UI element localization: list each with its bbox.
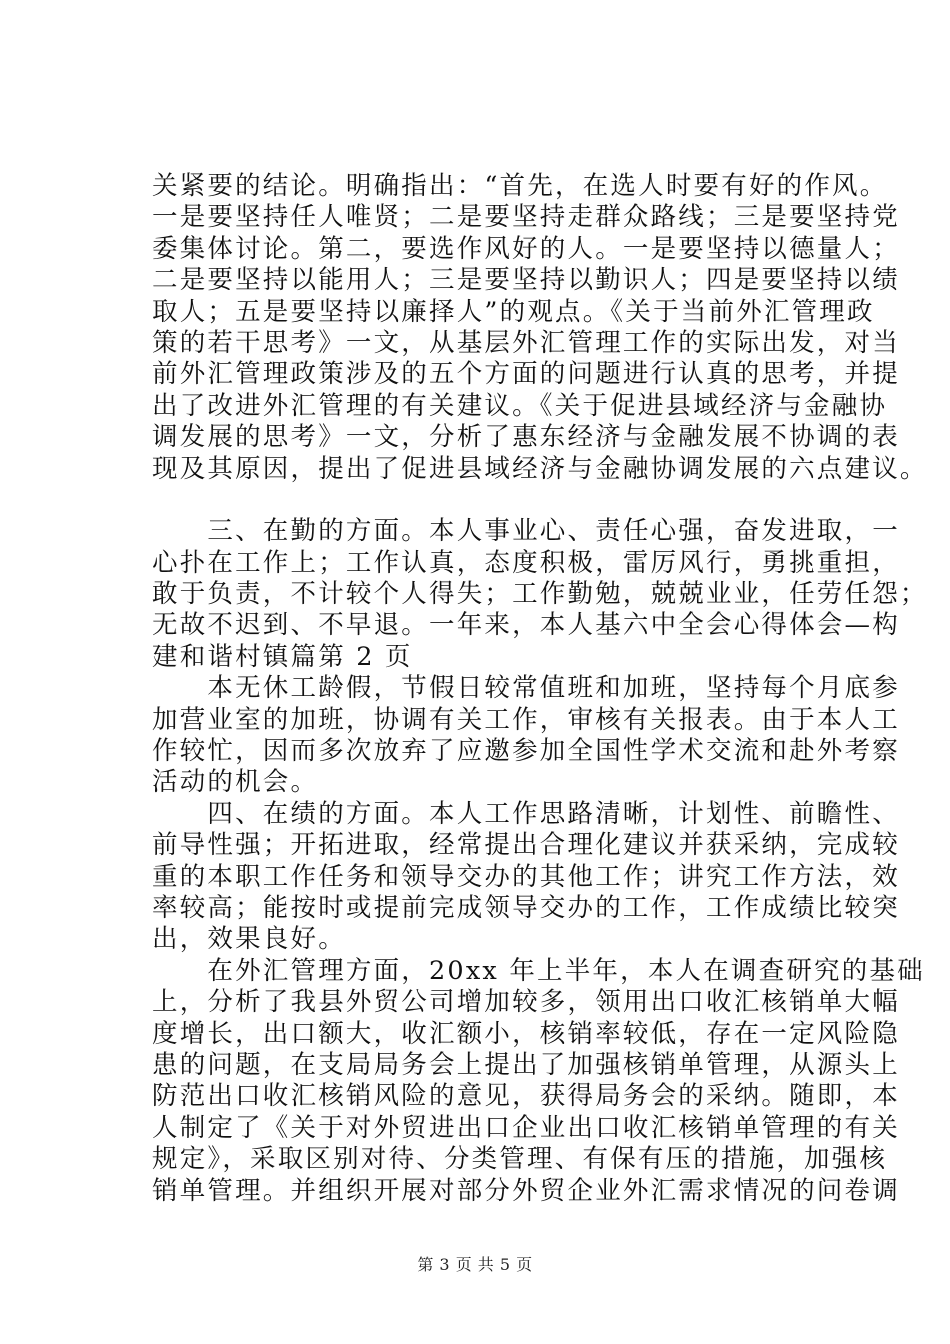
- text-line: 取人；五是要坚持以廉择人”的观点。《关于当前外汇管理政: [152, 296, 875, 327]
- text-line: 关紧要的结论。明确指出：“首先，在选人时要有好的作风。: [152, 171, 888, 201]
- text-line: 患的问题，在支局局务会上提出了加强核销单管理，从源头上: [152, 1049, 900, 1080]
- text-line: 心扑在工作上；工作认真，态度积极，雷厉风行，勇挑重担，: [152, 547, 900, 578]
- text-line: 一是要坚持任人唯贤；二是要坚持走群众路线；三是要坚持党: [152, 202, 900, 233]
- text-line: 二是要坚持以能用人；三是要坚持以勤识人；四是要坚持以绩: [152, 265, 900, 296]
- text-line: 敢于负责，不计较个人得失；工作勤勉，兢兢业业，任劳任怨；: [152, 579, 928, 610]
- text-line: 规定》，采取区别对待、分类管理、有保有压的措施，加强核: [152, 1144, 888, 1175]
- text-line: 出了改进外汇管理的有关建议。《关于促进县域经济与金融协: [152, 390, 888, 421]
- text-line: 防范出口收汇核销风险的意见，获得局务会的采纳。随即，本: [152, 1081, 900, 1112]
- text-line: 前外汇管理政策涉及的五个方面的问题进行认真的思考，并提: [152, 359, 900, 390]
- text-line: 调发展的思考》一文，分析了惠东经济与金融发展不协调的表: [152, 422, 900, 453]
- text-line: 建和谐村镇篇第 2 页: [152, 641, 413, 672]
- text-line: 无故不迟到、不早退。一年来，本人基六中全会心得体会—构: [152, 610, 900, 641]
- text-line: 出，效果良好。: [152, 924, 346, 955]
- text-line: 活动的机会。: [152, 767, 319, 798]
- text-line: 策的若干思考》一文，从基层外汇管理工作的实际出发，对当: [152, 327, 900, 358]
- text-line: 上，分析了我县外贸公司增加较多，领用出口收汇核销单大幅: [152, 987, 900, 1018]
- text-line: 重的本职工作任务和领导交办的其他工作；讲究工作方法，效: [152, 861, 900, 892]
- text-line: 在外汇管理方面，20xx 年上半年，本人在调查研究的基础: [152, 955, 925, 986]
- text-line: 作较忙，因而多次放弃了应邀参加全国性学术交流和赴外考察: [152, 736, 900, 767]
- text-line: 加营业室的加班，协调有关工作，审核有关报表。由于本人工: [152, 704, 900, 735]
- text-line: 前导性强；开拓进取，经常提出合理化建议并获采纳，完成较: [152, 830, 900, 861]
- page-footer: 第 3 页 共 5 页: [417, 1255, 533, 1274]
- text-line: 本无休工龄假，节假日较常值班和加班，坚持每个月底参: [152, 673, 900, 704]
- text-line: 度增长，出口额大，收汇额小，核销率较低，存在一定风险隐: [152, 1018, 900, 1049]
- text-line: 四、在绩的方面。本人工作思路清晰，计划性、前瞻性、: [152, 798, 900, 829]
- text-line: 销单管理。并组织开展对部分外贸企业外汇需求情况的问卷调: [152, 1175, 900, 1206]
- text-line: 人制定了《关于对外贸进出口企业出口收汇核销单管理的有关: [152, 1112, 900, 1143]
- text-line: 现及其原因，提出了促进县域经济与金融协调发展的六点建议。: [152, 453, 928, 484]
- text-line: 委集体讨论。第二，要选作风好的人。一是要坚持以德量人；: [152, 233, 900, 264]
- paragraph-gap: [152, 485, 852, 516]
- body-text: [152, 171, 928, 1207]
- text-line: 率较高；能按时或提前完成领导交办的工作，工作成绩比较突: [152, 892, 900, 923]
- text-line: 三、在勤的方面。本人事业心、责任心强，奋发进取，一: [152, 516, 900, 547]
